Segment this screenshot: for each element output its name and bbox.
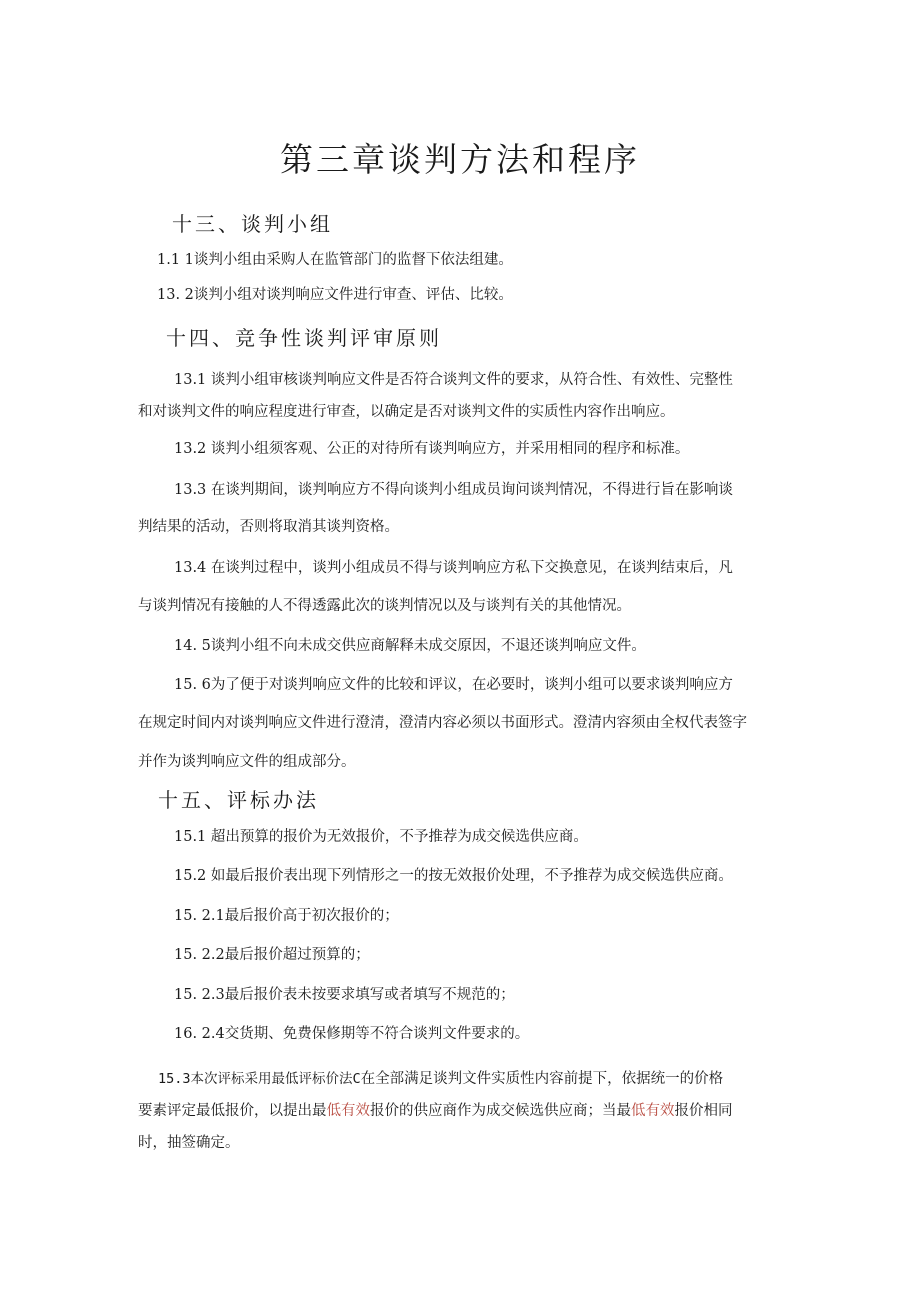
section-15-item-2-1: 15. 2.1最后报价高于初次报价的； bbox=[174, 908, 399, 924]
section-14-item-1-line-1: 13.1 谈判小组审核谈判响应文件是否符合谈判文件的要求，从符合性、有效性、完整性 bbox=[174, 372, 733, 388]
section-14-item-4-line-1: 13.4 在谈判过程中，谈判小组成员不得与谈判响应方私下交换意见，在谈判结束后，凡 bbox=[174, 560, 733, 576]
line-2-text-b: 报价的供应商作为成交候选供应商；当最 bbox=[370, 1103, 631, 1119]
section-15-item-2: 15.2 如最后报价表出现下列情形之一的按无效报价处理，不予推荐为成交候选供应商。 bbox=[174, 868, 733, 884]
method-label: 15.3本次评标采用最低评标价法C bbox=[158, 1071, 361, 1087]
section-14-heading: 十四、竞争性谈判评审原则 bbox=[166, 326, 442, 350]
section-15-item-3-line-1 bbox=[158, 1067, 723, 1088]
section-14-item-6-line-3: 并作为谈判响应文件的组成部分。 bbox=[138, 754, 356, 770]
section-15-item-3-line-2 bbox=[138, 1099, 733, 1120]
section-15-item-2-3: 15. 2.3最后报价表未按要求填写或者填写不规范的； bbox=[174, 987, 515, 1003]
highlight-lowest-valid-1: 低有效 bbox=[326, 1103, 370, 1119]
section-13-item-2: 13. 2谈判小组对谈判响应文件进行审查、评估、比较。 bbox=[157, 287, 513, 303]
section-13-heading: 十三、谈判小组 bbox=[172, 212, 333, 236]
section-14-item-6-line-2: 在规定时间内对谈判响应文件进行澄清，澄清内容必须以书面形式。澄清内容须由全权代表签字 bbox=[138, 715, 747, 731]
line-2-text-c: 报价相同 bbox=[674, 1103, 733, 1119]
section-14-item-6-line-1: 15. 6为了便于对谈判响应文件的比较和评议，在必要时，谈判小组可以要求谈判响应方 bbox=[174, 677, 733, 693]
section-15-item-2-4: 16. 2.4交货期、免费保修期等不符合谈判文件要求的。 bbox=[174, 1026, 530, 1042]
section-15-item-1: 15.1 超出预算的报价为无效报价，不予推荐为成交候选供应商。 bbox=[174, 829, 588, 845]
section-14-item-3-line-1: 13.3 在谈判期间，谈判响应方不得向谈判小组成员询问谈判情况，不得进行旨在影响谈 bbox=[174, 482, 733, 498]
section-13-item-1: 1.1 1谈判小组由采购人在监管部门的监督下依法组建。 bbox=[157, 252, 513, 268]
method-text: 在全部满足谈判文件实质性内容前提下，依据统一的价格 bbox=[360, 1071, 724, 1087]
section-14-item-5: 14. 5谈判小组不向未成交供应商解释未成交原因，不退还谈判响应文件。 bbox=[174, 638, 646, 654]
section-14-item-4-line-2: 与谈判情况有接触的人不得透露此次的谈判情况以及与谈判有关的其他情况。 bbox=[138, 598, 631, 614]
section-14-item-1-line-2: 和对谈判文件的响应程度进行审查，以确定是否对谈判文件的实质性内容作出响应。 bbox=[138, 404, 675, 420]
section-14-item-2: 13.2 谈判小组须客观、公正的对待所有谈判响应方，并采用相同的程序和标准。 bbox=[174, 441, 690, 457]
highlight-lowest-valid-2: 低有效 bbox=[631, 1103, 675, 1119]
section-14-item-3-line-2: 判结果的活动，否则将取消其谈判资格。 bbox=[138, 519, 399, 535]
chapter-title: 第三章谈判方法和程序 bbox=[280, 140, 640, 179]
section-15-item-2-2: 15. 2.2最后报价超过预算的； bbox=[174, 947, 370, 963]
section-15-item-3-line-3: 时，抽签确定。 bbox=[138, 1135, 240, 1151]
section-15-heading: 十五、评标办法 bbox=[158, 788, 319, 812]
line-2-text-a: 要素评定最低报价，以提出最 bbox=[138, 1103, 327, 1119]
